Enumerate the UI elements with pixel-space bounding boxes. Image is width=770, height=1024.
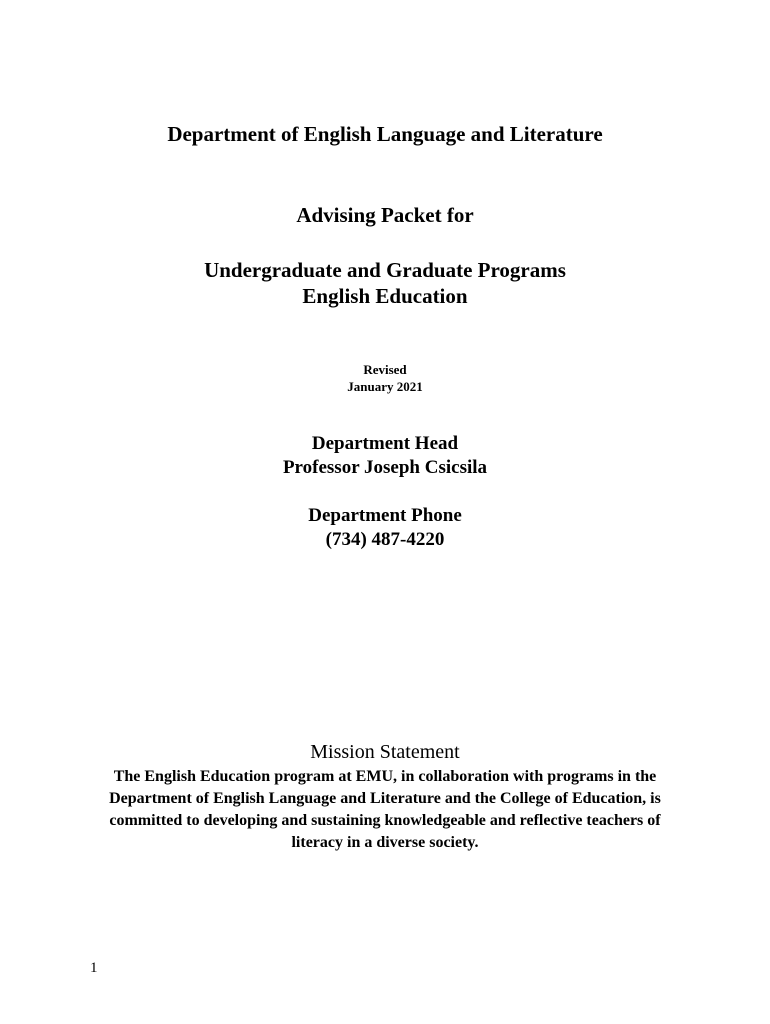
revised-label: Revised <box>363 362 407 377</box>
page-number: 1 <box>90 960 98 976</box>
mission-statement-heading: Mission Statement <box>310 741 460 763</box>
department-head-name: Professor Joseph Csicsila <box>282 457 488 478</box>
packet-title: Advising Packet for <box>296 203 474 227</box>
department-phone-label: Department Phone <box>308 505 462 526</box>
department-phone-number: (734) 487-4220 <box>325 529 445 550</box>
department-head-label: Department Head <box>311 433 459 454</box>
program-name: English Education <box>302 284 468 308</box>
programs-title: Undergraduate and Graduate Programs <box>204 258 566 282</box>
revised-date: January 2021 <box>347 379 423 394</box>
department-title: Department of English Language and Literature <box>167 122 603 146</box>
mission-statement-text: The English Education program at EMU, in collaboration with programs in the Department of English Language and Literature and the College of Education, is committed to developing and sustaining knowledgeable and reflective teachers of literacy in a diverse society. <box>109 768 661 851</box>
